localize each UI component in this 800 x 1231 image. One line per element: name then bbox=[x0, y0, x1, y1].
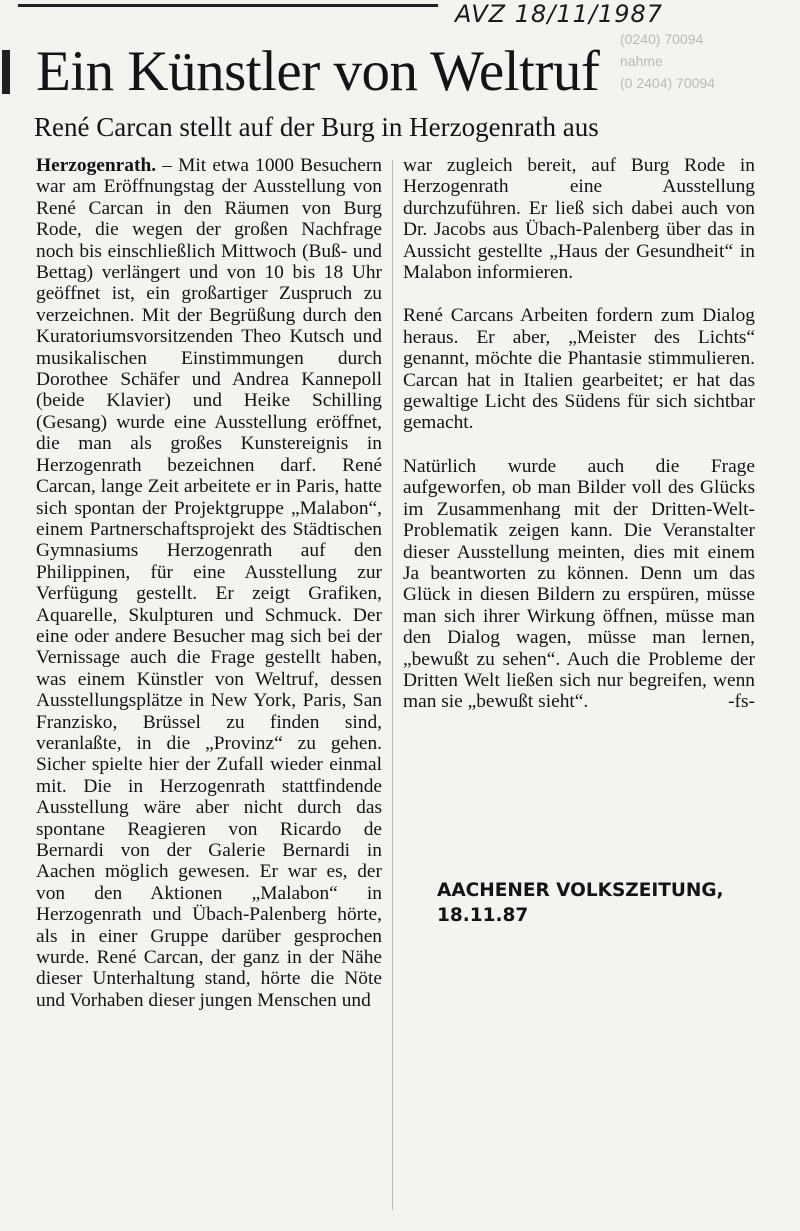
article-paragraph bbox=[36, 155, 382, 1011]
source-publication: AACHENER VOLKSZEITUNG, bbox=[437, 880, 724, 901]
subheadline: René Carcan stellt auf der Burg in Herzogenrath aus bbox=[34, 112, 599, 142]
article-column-right bbox=[403, 155, 755, 713]
top-rule bbox=[18, 4, 438, 7]
edge-mark bbox=[2, 50, 10, 94]
body-text: Natürlich wurde auch die Frage aufgeworfen, ob man Bilder voll des Glücks im Zusammenhang mit der Dritten-Welt-Problematik zeigen kann. Die Veranstalter dieser Ausstellung meinten, dies mit einem Ja beantworten zu können. Denn um das Glück in diesen Bildern zu erspüren, müsse man sich ihrer Wirkung öffnen, müsse man den Dialog wagen, müsse man lernen, „bewußt zu sehen“. Auch die Probleme der Dritten Welt ließen sich nur begreifen, wenn man sie „bewußt sieht“. bbox=[403, 455, 755, 713]
bleed-line: (0240) 70094 bbox=[620, 31, 704, 47]
source-citation bbox=[437, 878, 797, 928]
article-paragraph: René Carcans Arbeiten fordern zum Dialog heraus. Er aber, „Meister des Lichts“ genannt, möchte die Phantasie stimmulieren. Carcan hat in Italien gearbeitet; er hat das gewaltige Licht des Südens für sich sichtbar gemacht. bbox=[403, 305, 755, 434]
source-date: 18.11.87 bbox=[437, 905, 529, 926]
column-divider bbox=[392, 160, 393, 1210]
bleed-line: (0 2404) 70094 bbox=[620, 75, 715, 91]
bleed-line: nahme bbox=[620, 53, 663, 69]
headline: Ein Künstler von Weltruf bbox=[36, 40, 600, 103]
article-column-left bbox=[36, 155, 382, 1011]
handwritten-date-note: AVZ 18/11/1987 bbox=[455, 0, 664, 28]
author-signature: -fs- bbox=[728, 691, 755, 713]
dateline: Herzogenrath. bbox=[36, 155, 157, 176]
body-text: – Mit etwa 1000 Besuchern war am Eröffnungstag der Ausstellung von René Carcan in den Räumen von Burg Rode, die wegen der großen Nachfrage noch bis einschließlich Mittwoch (Buß- und Bettag) verlängert und von 10 bis 18 Uhr geöffnet ist, ein großartiger Zuspruch zu verzeichnen. Mit der Begrüßung durch den Kuratoriumsvorsitzenden Theo Kutsch und musikalischen Einstimmungen durch Dorothee Schäfer und Andrea Kannepoll (beide Klavier) und Heike Schilling (Gesang) wurde eine Ausstellung eröffnet, die man als großes Kunstereignis in Herzogenrath bezeichnen darf. René Carcan, lange Zeit arbeitete er in Paris, hatte sich spontan der Projektgruppe „Malabon“, einem Partnerschaftsprojekt des Städtischen Gymnasiums Herzogenrath auf den Philippinen, für eine Ausstellung zur Verfügung gestellt. Er zeigt Grafiken, Aquarelle, Skulpturen und Schmuck. Der eine oder andere Besucher mag sich bei der Vernissage auch die Frage gestellt haben, was einem Künstler von Weltruf, dessen Ausstellungsplätze in New York, Paris, San Franzisko, Brüssel zu finden sind, veranlaßte, in die „Provinz“ zu gehen. Sicher spielte hier der Zufall wieder einmal mit. Die in Herzogenrath stattfindende Ausstellung wäre aber nicht durch das spontane Reagieren von Ricardo de Bernardi von der Galerie Bernardi in Aachen möglich gewesen. Er war es, der von den Aktionen „Malabon“ in Herzogenrath und Übach-Palenberg hörte, als in einer Gruppe darüber gesprochen wurde. René Carcan, der ganz in der Nähe dieser Unterhaltung stand, hörte die Nöte und Vorhaben dieser jungen Menschen und bbox=[36, 155, 382, 1011]
article-paragraph bbox=[403, 456, 755, 713]
article-paragraph: war zugleich bereit, auf Burg Rode in Herzogenrath eine Ausstellung durchzuführen. Er ließ sich dabei auch von Dr. Jacobs aus Übach-Palenberg über das in Aussicht gestellte „Haus der Gesundheit“ in Malabon informieren. bbox=[403, 155, 755, 284]
